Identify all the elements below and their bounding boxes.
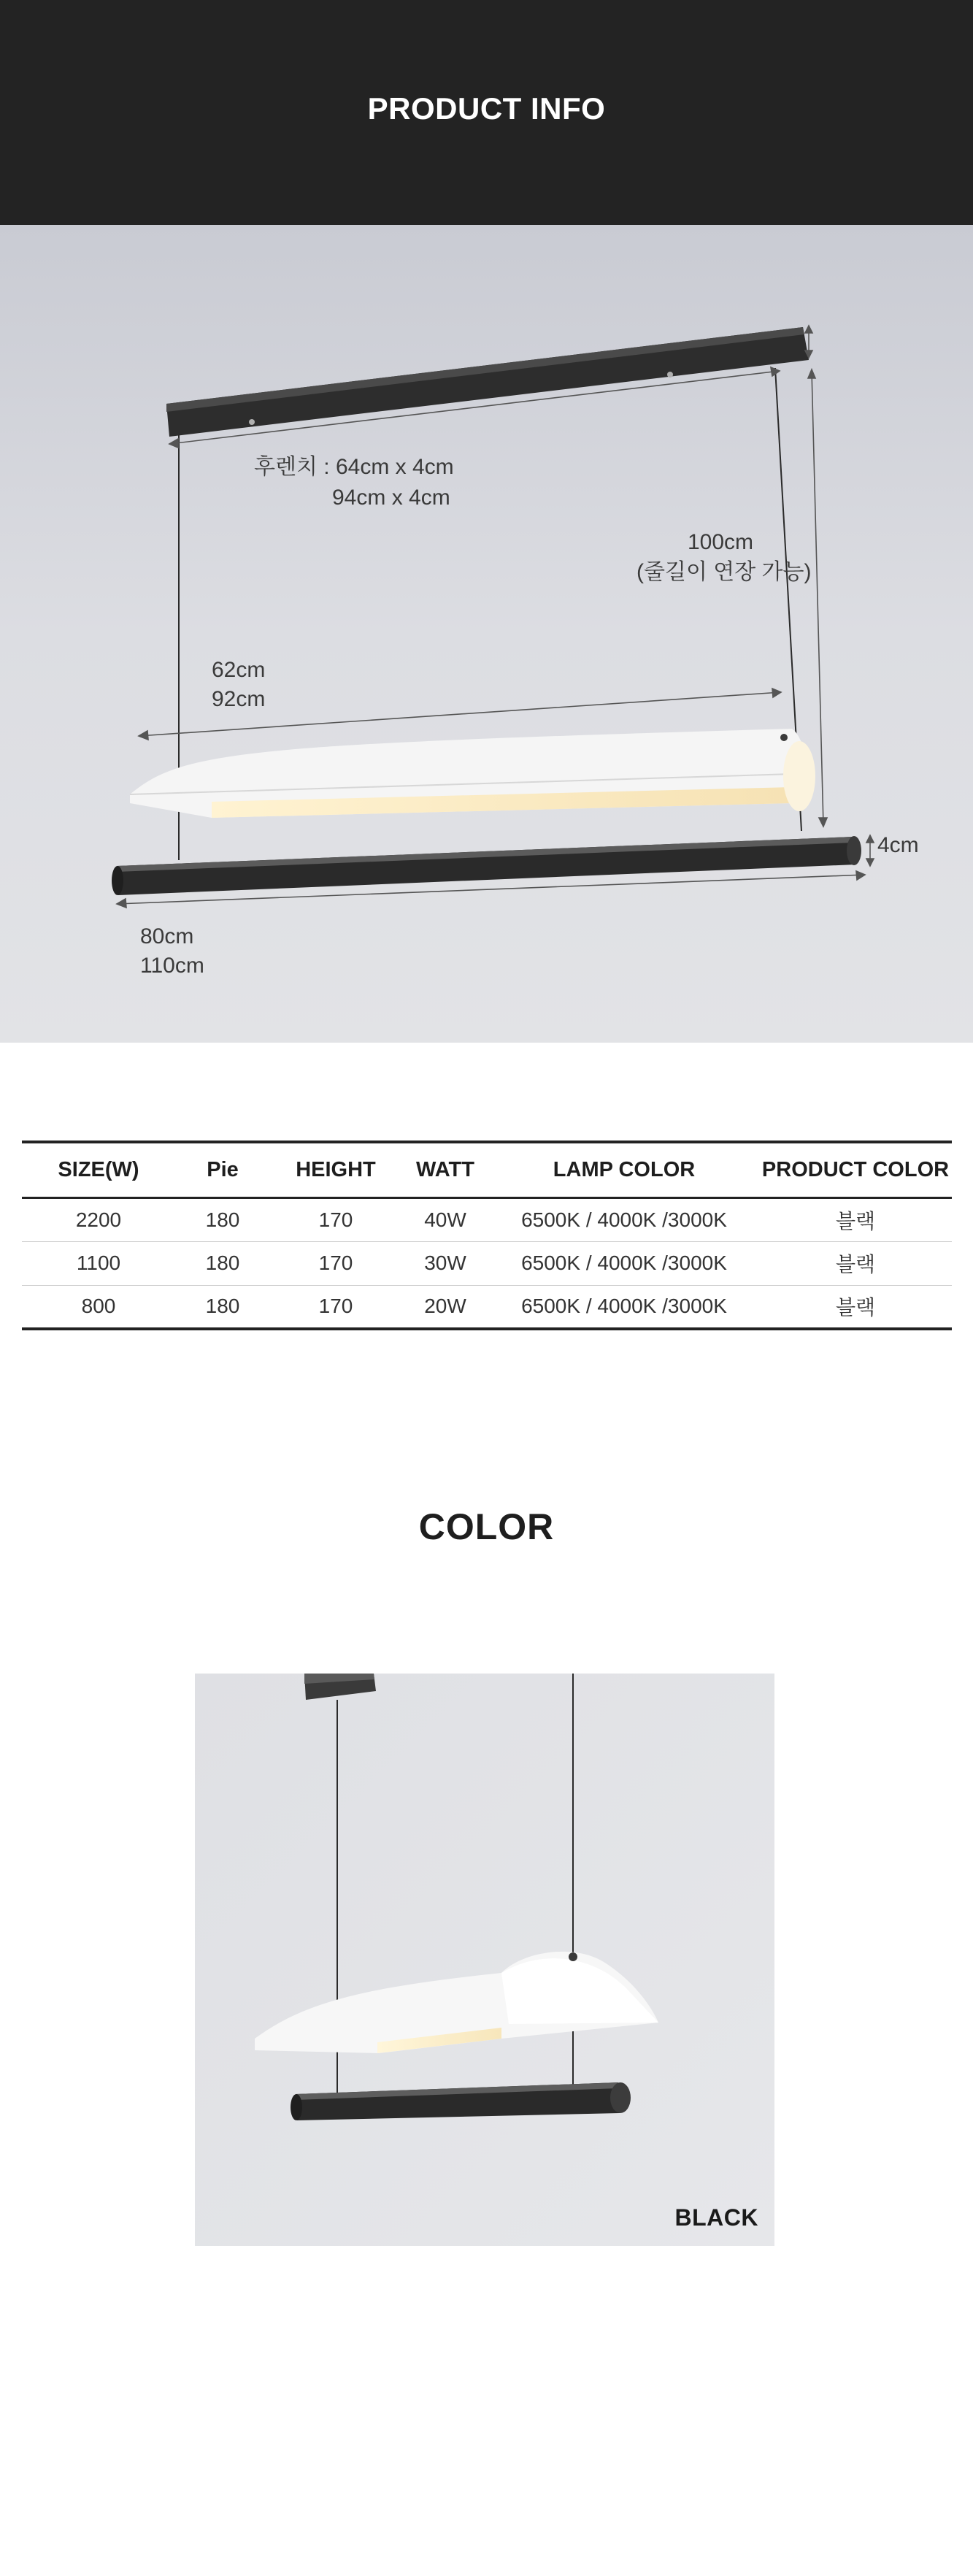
column-header: LAMP COLOR [489, 1142, 759, 1197]
bar-length-label-1: 80cm [140, 924, 194, 948]
lamp-dimension-illustration [0, 225, 973, 1043]
shade-length-label-2: 92cm [212, 687, 266, 711]
header-banner [0, 0, 973, 225]
table-cell: 40W [401, 1197, 489, 1241]
color-name-label: BLACK [674, 2204, 758, 2231]
table-cell: 30W [401, 1241, 489, 1285]
bar-length-label-2: 110cm [140, 954, 204, 978]
table-cell: 170 [270, 1197, 401, 1241]
column-header: SIZE(W) [22, 1142, 175, 1197]
column-header: HEIGHT [270, 1142, 401, 1197]
spec-table [22, 1141, 952, 1330]
table-cell: 180 [175, 1197, 270, 1241]
column-header: Pie [175, 1142, 270, 1197]
shade-length-label-1: 62cm [212, 658, 266, 682]
table-row [22, 1241, 952, 1285]
table-cell: 1100 [22, 1241, 175, 1285]
height-label-1: 100cm [688, 530, 754, 554]
table-cell: 180 [175, 1241, 270, 1285]
table-cell: 170 [270, 1241, 401, 1285]
table-cell: 2200 [22, 1197, 175, 1241]
table-cell: 800 [81, 1295, 116, 1318]
table-row [22, 1197, 952, 1241]
canopy-size-label-2: 94cm x 4cm [332, 486, 450, 510]
table-cell: 블랙 [759, 1197, 952, 1241]
table-cell: 블랙 [835, 1296, 876, 1319]
black-lamp-photo [195, 1674, 774, 2246]
table-row [22, 1285, 952, 1329]
dimension-photo [0, 225, 973, 1043]
column-header: PRODUCT COLOR [759, 1142, 952, 1197]
column-header: WATT [401, 1142, 489, 1197]
height-label-2: (줄길이 연장 가능) [637, 560, 812, 584]
canopy-size-label-1: 후렌치 : 64cm x 4cm [254, 455, 454, 479]
table-cell: 6500K / 4000K /3000K [489, 1197, 759, 1241]
table-cell: 블랙 [759, 1241, 952, 1285]
diameter-label: 4cm [877, 833, 919, 857]
table-cell: 20W [424, 1295, 466, 1318]
table-cell: 180 [205, 1295, 240, 1318]
page-title: PRODUCT INFO [367, 91, 606, 126]
color-photo [195, 1674, 774, 2246]
table-header-row [22, 1142, 952, 1197]
color-section-title: COLOR [418, 1506, 555, 1547]
table-cell: 6500K / 4000K /3000K [521, 1295, 727, 1318]
table-cell: 170 [318, 1295, 353, 1318]
table-cell: 6500K / 4000K /3000K [489, 1241, 759, 1285]
